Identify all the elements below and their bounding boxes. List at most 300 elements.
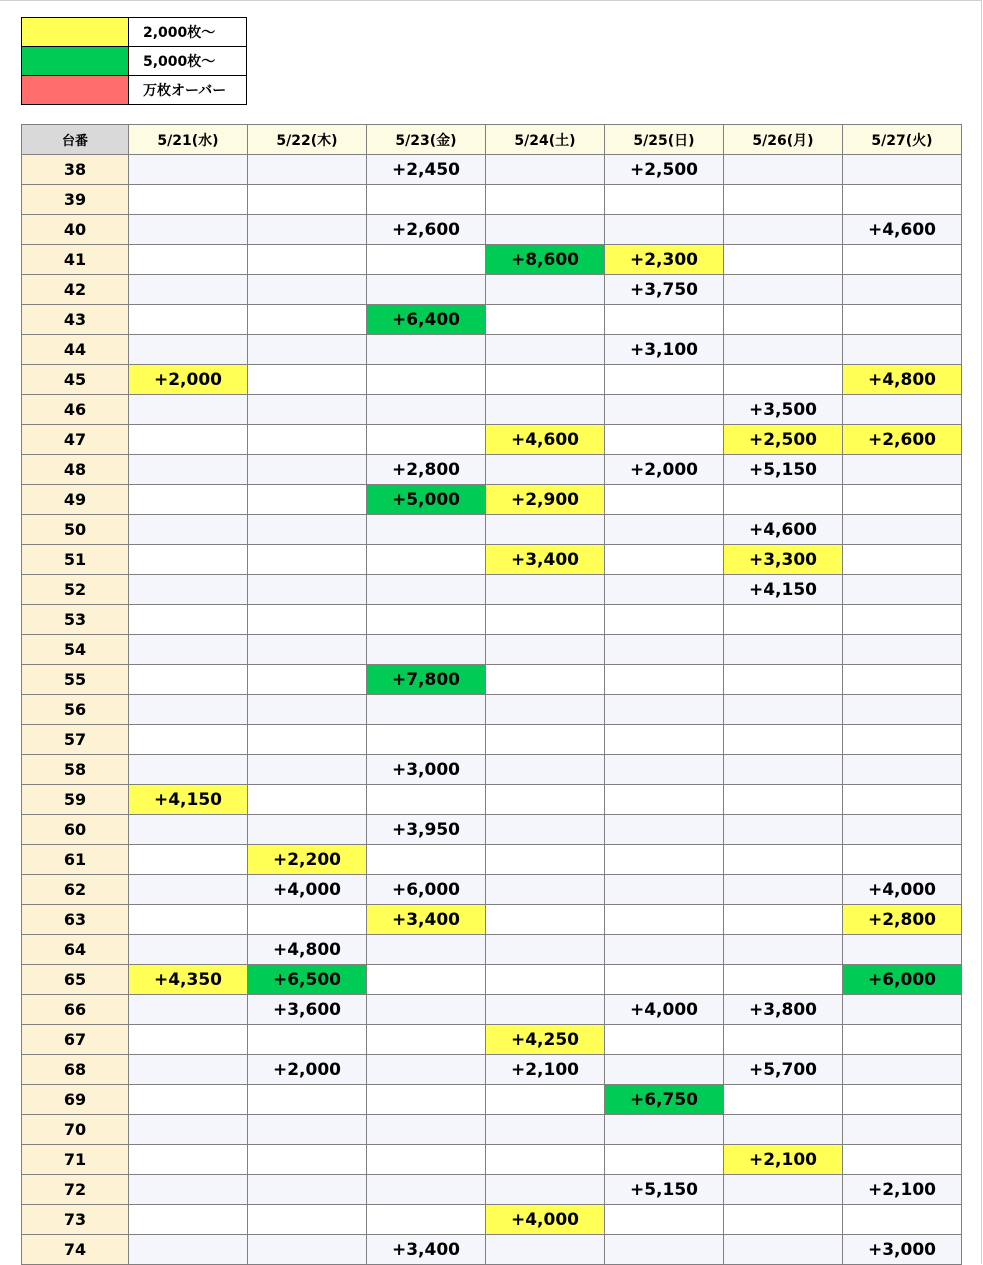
result-cell — [129, 275, 248, 305]
result-cell — [367, 605, 486, 635]
result-cell: +2,600 — [843, 425, 962, 455]
result-cell: +4,000 — [248, 875, 367, 905]
result-cell — [248, 515, 367, 545]
result-cell — [248, 1145, 367, 1175]
result-cell: +2,450 — [367, 155, 486, 185]
result-cell — [724, 965, 843, 995]
result-cell — [248, 1115, 367, 1145]
result-cell — [129, 485, 248, 515]
result-cell — [605, 365, 724, 395]
table-row — [22, 1235, 962, 1265]
result-cell — [724, 335, 843, 365]
table-row — [22, 995, 962, 1025]
result-cell — [367, 1055, 486, 1085]
machine-number: 66 — [22, 995, 129, 1025]
result-cell — [486, 275, 605, 305]
result-cell — [129, 545, 248, 575]
machine-number: 65 — [22, 965, 129, 995]
machine-number: 38 — [22, 155, 129, 185]
result-cell: +6,500 — [248, 965, 367, 995]
date-header: 5/23(金) — [367, 125, 486, 155]
table-row — [22, 155, 962, 185]
result-cell — [843, 1205, 962, 1235]
machine-number: 41 — [22, 245, 129, 275]
result-cell — [367, 395, 486, 425]
result-cell — [367, 365, 486, 395]
machine-number: 50 — [22, 515, 129, 545]
table-row — [22, 725, 962, 755]
table-row — [22, 1085, 962, 1115]
result-cell — [129, 155, 248, 185]
result-cell — [486, 635, 605, 665]
result-cell — [843, 725, 962, 755]
legend-label: 万枚オーバー — [129, 76, 247, 105]
result-cell — [367, 1085, 486, 1115]
result-cell — [724, 935, 843, 965]
table-row — [22, 695, 962, 725]
result-cell — [129, 1115, 248, 1145]
result-cell — [486, 965, 605, 995]
result-cell — [843, 1145, 962, 1175]
result-cell — [605, 1235, 724, 1265]
table-row — [22, 755, 962, 785]
machine-number: 46 — [22, 395, 129, 425]
result-cell: +2,200 — [248, 845, 367, 875]
result-cell — [486, 1235, 605, 1265]
table-row — [22, 395, 962, 425]
result-cell — [129, 695, 248, 725]
result-cell: +6,750 — [605, 1085, 724, 1115]
result-cell — [605, 785, 724, 815]
result-cell — [129, 1175, 248, 1205]
result-cell — [724, 725, 843, 755]
result-cell: +2,800 — [843, 905, 962, 935]
result-cell — [367, 1025, 486, 1055]
table-row — [22, 305, 962, 335]
result-cell — [843, 245, 962, 275]
result-cell — [843, 995, 962, 1025]
result-cell — [486, 1085, 605, 1115]
result-cell — [605, 755, 724, 785]
result-cell — [248, 605, 367, 635]
result-cell — [129, 1025, 248, 1055]
result-cell: +3,100 — [605, 335, 724, 365]
result-cell — [843, 785, 962, 815]
result-cell — [843, 755, 962, 785]
result-cell — [486, 575, 605, 605]
result-cell: +6,000 — [367, 875, 486, 905]
result-cell — [724, 605, 843, 635]
result-cell — [605, 575, 724, 605]
result-cell: +2,500 — [724, 425, 843, 455]
result-cell: +3,600 — [248, 995, 367, 1025]
result-cell — [367, 695, 486, 725]
result-cell — [724, 905, 843, 935]
result-cell — [605, 515, 724, 545]
machine-number: 64 — [22, 935, 129, 965]
machine-number: 52 — [22, 575, 129, 605]
result-cell — [843, 275, 962, 305]
result-cell — [724, 185, 843, 215]
result-cell — [248, 785, 367, 815]
result-cell — [605, 305, 724, 335]
result-cell: +3,400 — [486, 545, 605, 575]
result-cell — [486, 515, 605, 545]
result-cell — [129, 395, 248, 425]
result-cell — [248, 335, 367, 365]
result-cell: +3,400 — [367, 1235, 486, 1265]
machine-number: 44 — [22, 335, 129, 365]
result-cell — [129, 905, 248, 935]
machine-number: 63 — [22, 905, 129, 935]
table-row — [22, 845, 962, 875]
result-cell — [724, 1235, 843, 1265]
result-cell — [605, 1145, 724, 1175]
color-legend — [21, 17, 247, 105]
legend-row — [22, 76, 247, 105]
result-cell — [605, 1025, 724, 1055]
result-cell: +3,800 — [724, 995, 843, 1025]
result-cell — [724, 305, 843, 335]
machine-number: 70 — [22, 1115, 129, 1145]
result-cell: +3,400 — [367, 905, 486, 935]
result-cell — [248, 215, 367, 245]
result-cell — [843, 455, 962, 485]
result-cell — [843, 1085, 962, 1115]
result-cell: +2,900 — [486, 485, 605, 515]
date-header: 5/27(火) — [843, 125, 962, 155]
table-row — [22, 935, 962, 965]
result-cell — [248, 1025, 367, 1055]
result-cell — [129, 995, 248, 1025]
result-cell — [605, 815, 724, 845]
machine-number: 39 — [22, 185, 129, 215]
result-cell — [486, 1145, 605, 1175]
table-row — [22, 455, 962, 485]
result-cell — [843, 155, 962, 185]
result-cell — [248, 755, 367, 785]
table-row — [22, 965, 962, 995]
table-row — [22, 575, 962, 605]
result-cell: +4,600 — [843, 215, 962, 245]
result-cell — [605, 695, 724, 725]
result-cell: +4,150 — [129, 785, 248, 815]
result-cell — [843, 305, 962, 335]
result-cell — [843, 485, 962, 515]
result-cell — [843, 515, 962, 545]
result-cell — [129, 1145, 248, 1175]
table-row — [22, 545, 962, 575]
machine-number: 45 — [22, 365, 129, 395]
result-cell — [724, 815, 843, 845]
machine-number: 62 — [22, 875, 129, 905]
result-cell — [486, 1175, 605, 1205]
result-cell: +5,700 — [724, 1055, 843, 1085]
machine-number: 61 — [22, 845, 129, 875]
table-row — [22, 515, 962, 545]
date-header: 5/24(土) — [486, 125, 605, 155]
legend-row — [22, 47, 247, 76]
result-cell: +3,000 — [843, 1235, 962, 1265]
result-cell: +2,000 — [248, 1055, 367, 1085]
result-cell — [486, 935, 605, 965]
result-cell — [724, 1175, 843, 1205]
machine-number: 54 — [22, 635, 129, 665]
table-row — [22, 1205, 962, 1235]
result-cell: +4,000 — [843, 875, 962, 905]
result-cell — [248, 695, 367, 725]
result-cell — [367, 935, 486, 965]
result-cell — [724, 485, 843, 515]
result-cell — [367, 335, 486, 365]
date-header: 5/22(木) — [248, 125, 367, 155]
result-cell — [248, 185, 367, 215]
result-cell — [843, 1115, 962, 1145]
machine-number: 56 — [22, 695, 129, 725]
result-cell — [843, 665, 962, 695]
table-row — [22, 785, 962, 815]
result-cell — [129, 515, 248, 545]
result-cell — [605, 1205, 724, 1235]
result-cell — [724, 785, 843, 815]
result-cell — [486, 215, 605, 245]
result-cell — [248, 635, 367, 665]
table-row — [22, 1175, 962, 1205]
result-cell — [724, 755, 843, 785]
result-cell — [248, 365, 367, 395]
result-cell — [367, 185, 486, 215]
result-cell — [129, 425, 248, 455]
result-cell — [724, 275, 843, 305]
table-row — [22, 335, 962, 365]
machine-number: 59 — [22, 785, 129, 815]
result-cell — [843, 635, 962, 665]
date-header: 5/21(水) — [129, 125, 248, 155]
result-cell — [248, 545, 367, 575]
result-cell — [367, 1205, 486, 1235]
result-cell — [129, 575, 248, 605]
result-cell — [129, 305, 248, 335]
result-cell — [248, 1235, 367, 1265]
machine-number: 69 — [22, 1085, 129, 1115]
result-cell: +4,800 — [248, 935, 367, 965]
result-cell — [486, 725, 605, 755]
table-row — [22, 185, 962, 215]
table-row — [22, 875, 962, 905]
result-cell — [605, 875, 724, 905]
result-cell — [724, 155, 843, 185]
legend-swatch — [22, 18, 129, 47]
table-row — [22, 815, 962, 845]
result-cell — [129, 215, 248, 245]
date-header: 5/26(月) — [724, 125, 843, 155]
result-cell: +3,500 — [724, 395, 843, 425]
result-cell — [724, 845, 843, 875]
results-table — [21, 124, 962, 1265]
table-row — [22, 1115, 962, 1145]
result-cell — [129, 1205, 248, 1235]
result-cell — [843, 1055, 962, 1085]
result-cell: +2,800 — [367, 455, 486, 485]
result-cell: +2,600 — [367, 215, 486, 245]
result-cell — [486, 605, 605, 635]
result-cell — [486, 695, 605, 725]
result-cell — [248, 455, 367, 485]
result-cell — [129, 725, 248, 755]
result-cell — [486, 305, 605, 335]
result-cell — [724, 245, 843, 275]
table-row — [22, 1145, 962, 1175]
machine-number: 60 — [22, 815, 129, 845]
result-cell — [367, 845, 486, 875]
result-cell — [605, 725, 724, 755]
machine-number: 42 — [22, 275, 129, 305]
result-cell: +2,100 — [486, 1055, 605, 1085]
result-cell — [367, 545, 486, 575]
result-cell: +4,250 — [486, 1025, 605, 1055]
result-cell — [367, 425, 486, 455]
result-cell: +6,000 — [843, 965, 962, 995]
result-cell — [605, 665, 724, 695]
table-row — [22, 635, 962, 665]
result-cell — [129, 1235, 248, 1265]
table-row — [22, 425, 962, 455]
result-cell: +2,300 — [605, 245, 724, 275]
table-row — [22, 365, 962, 395]
table-row — [22, 245, 962, 275]
result-cell — [248, 905, 367, 935]
result-cell — [843, 695, 962, 725]
machine-number: 43 — [22, 305, 129, 335]
legend-row — [22, 18, 247, 47]
result-cell — [486, 785, 605, 815]
result-cell — [129, 335, 248, 365]
result-cell — [486, 755, 605, 785]
result-cell — [605, 545, 724, 575]
result-cell: +4,600 — [724, 515, 843, 545]
result-cell — [486, 335, 605, 365]
legend-label: 2,000枚〜 — [129, 18, 247, 47]
result-cell — [605, 185, 724, 215]
result-cell — [248, 815, 367, 845]
result-cell: +3,300 — [724, 545, 843, 575]
result-cell — [129, 635, 248, 665]
result-cell — [605, 905, 724, 935]
result-cell — [248, 1205, 367, 1235]
result-cell — [129, 605, 248, 635]
result-cell — [367, 635, 486, 665]
result-cell: +2,000 — [129, 365, 248, 395]
result-cell — [724, 875, 843, 905]
result-cell — [248, 1175, 367, 1205]
machine-number-header: 台番 — [22, 125, 129, 155]
machine-number: 57 — [22, 725, 129, 755]
result-cell — [486, 365, 605, 395]
machine-number: 49 — [22, 485, 129, 515]
result-cell: +5,000 — [367, 485, 486, 515]
result-cell — [605, 395, 724, 425]
result-cell — [486, 905, 605, 935]
result-cell: +2,500 — [605, 155, 724, 185]
result-cell — [486, 185, 605, 215]
result-cell — [843, 395, 962, 425]
result-cell — [605, 215, 724, 245]
result-cell — [367, 275, 486, 305]
machine-number: 55 — [22, 665, 129, 695]
result-cell — [248, 275, 367, 305]
result-cell — [843, 845, 962, 875]
result-cell — [486, 995, 605, 1025]
result-cell: +3,750 — [605, 275, 724, 305]
result-cell — [367, 725, 486, 755]
result-cell: +3,000 — [367, 755, 486, 785]
table-row — [22, 215, 962, 245]
result-cell: +4,800 — [843, 365, 962, 395]
result-cell — [367, 995, 486, 1025]
result-cell — [129, 1055, 248, 1085]
result-cell — [605, 935, 724, 965]
legend-swatch — [22, 47, 129, 76]
legend-swatch — [22, 76, 129, 105]
result-cell — [843, 335, 962, 365]
result-cell: +2,100 — [843, 1175, 962, 1205]
result-cell — [248, 665, 367, 695]
result-cell — [129, 935, 248, 965]
result-cell — [605, 845, 724, 875]
result-cell — [367, 1175, 486, 1205]
machine-number: 53 — [22, 605, 129, 635]
result-cell — [129, 875, 248, 905]
result-cell — [486, 875, 605, 905]
result-cell — [843, 815, 962, 845]
result-cell — [843, 605, 962, 635]
result-cell — [248, 485, 367, 515]
machine-number: 58 — [22, 755, 129, 785]
result-cell — [367, 785, 486, 815]
machine-number: 67 — [22, 1025, 129, 1055]
result-cell — [843, 935, 962, 965]
result-cell — [605, 635, 724, 665]
result-cell: +4,000 — [486, 1205, 605, 1235]
result-cell — [605, 605, 724, 635]
result-cell — [605, 485, 724, 515]
result-cell: +3,950 — [367, 815, 486, 845]
result-cell — [129, 1085, 248, 1115]
date-header: 5/25(日) — [605, 125, 724, 155]
result-cell — [248, 305, 367, 335]
result-cell — [843, 545, 962, 575]
result-cell — [367, 1145, 486, 1175]
machine-number: 51 — [22, 545, 129, 575]
result-cell — [367, 1115, 486, 1145]
result-cell — [724, 365, 843, 395]
result-cell: +4,350 — [129, 965, 248, 995]
result-cell: +7,800 — [367, 665, 486, 695]
result-cell — [129, 185, 248, 215]
result-cell — [724, 1205, 843, 1235]
machine-number: 40 — [22, 215, 129, 245]
table-row — [22, 905, 962, 935]
result-cell — [129, 455, 248, 485]
result-cell — [486, 395, 605, 425]
result-cell — [129, 815, 248, 845]
result-cell — [605, 425, 724, 455]
result-cell — [843, 1025, 962, 1055]
legend-label: 5,000枚〜 — [129, 47, 247, 76]
result-cell — [724, 215, 843, 245]
table-row — [22, 605, 962, 635]
machine-number: 71 — [22, 1145, 129, 1175]
